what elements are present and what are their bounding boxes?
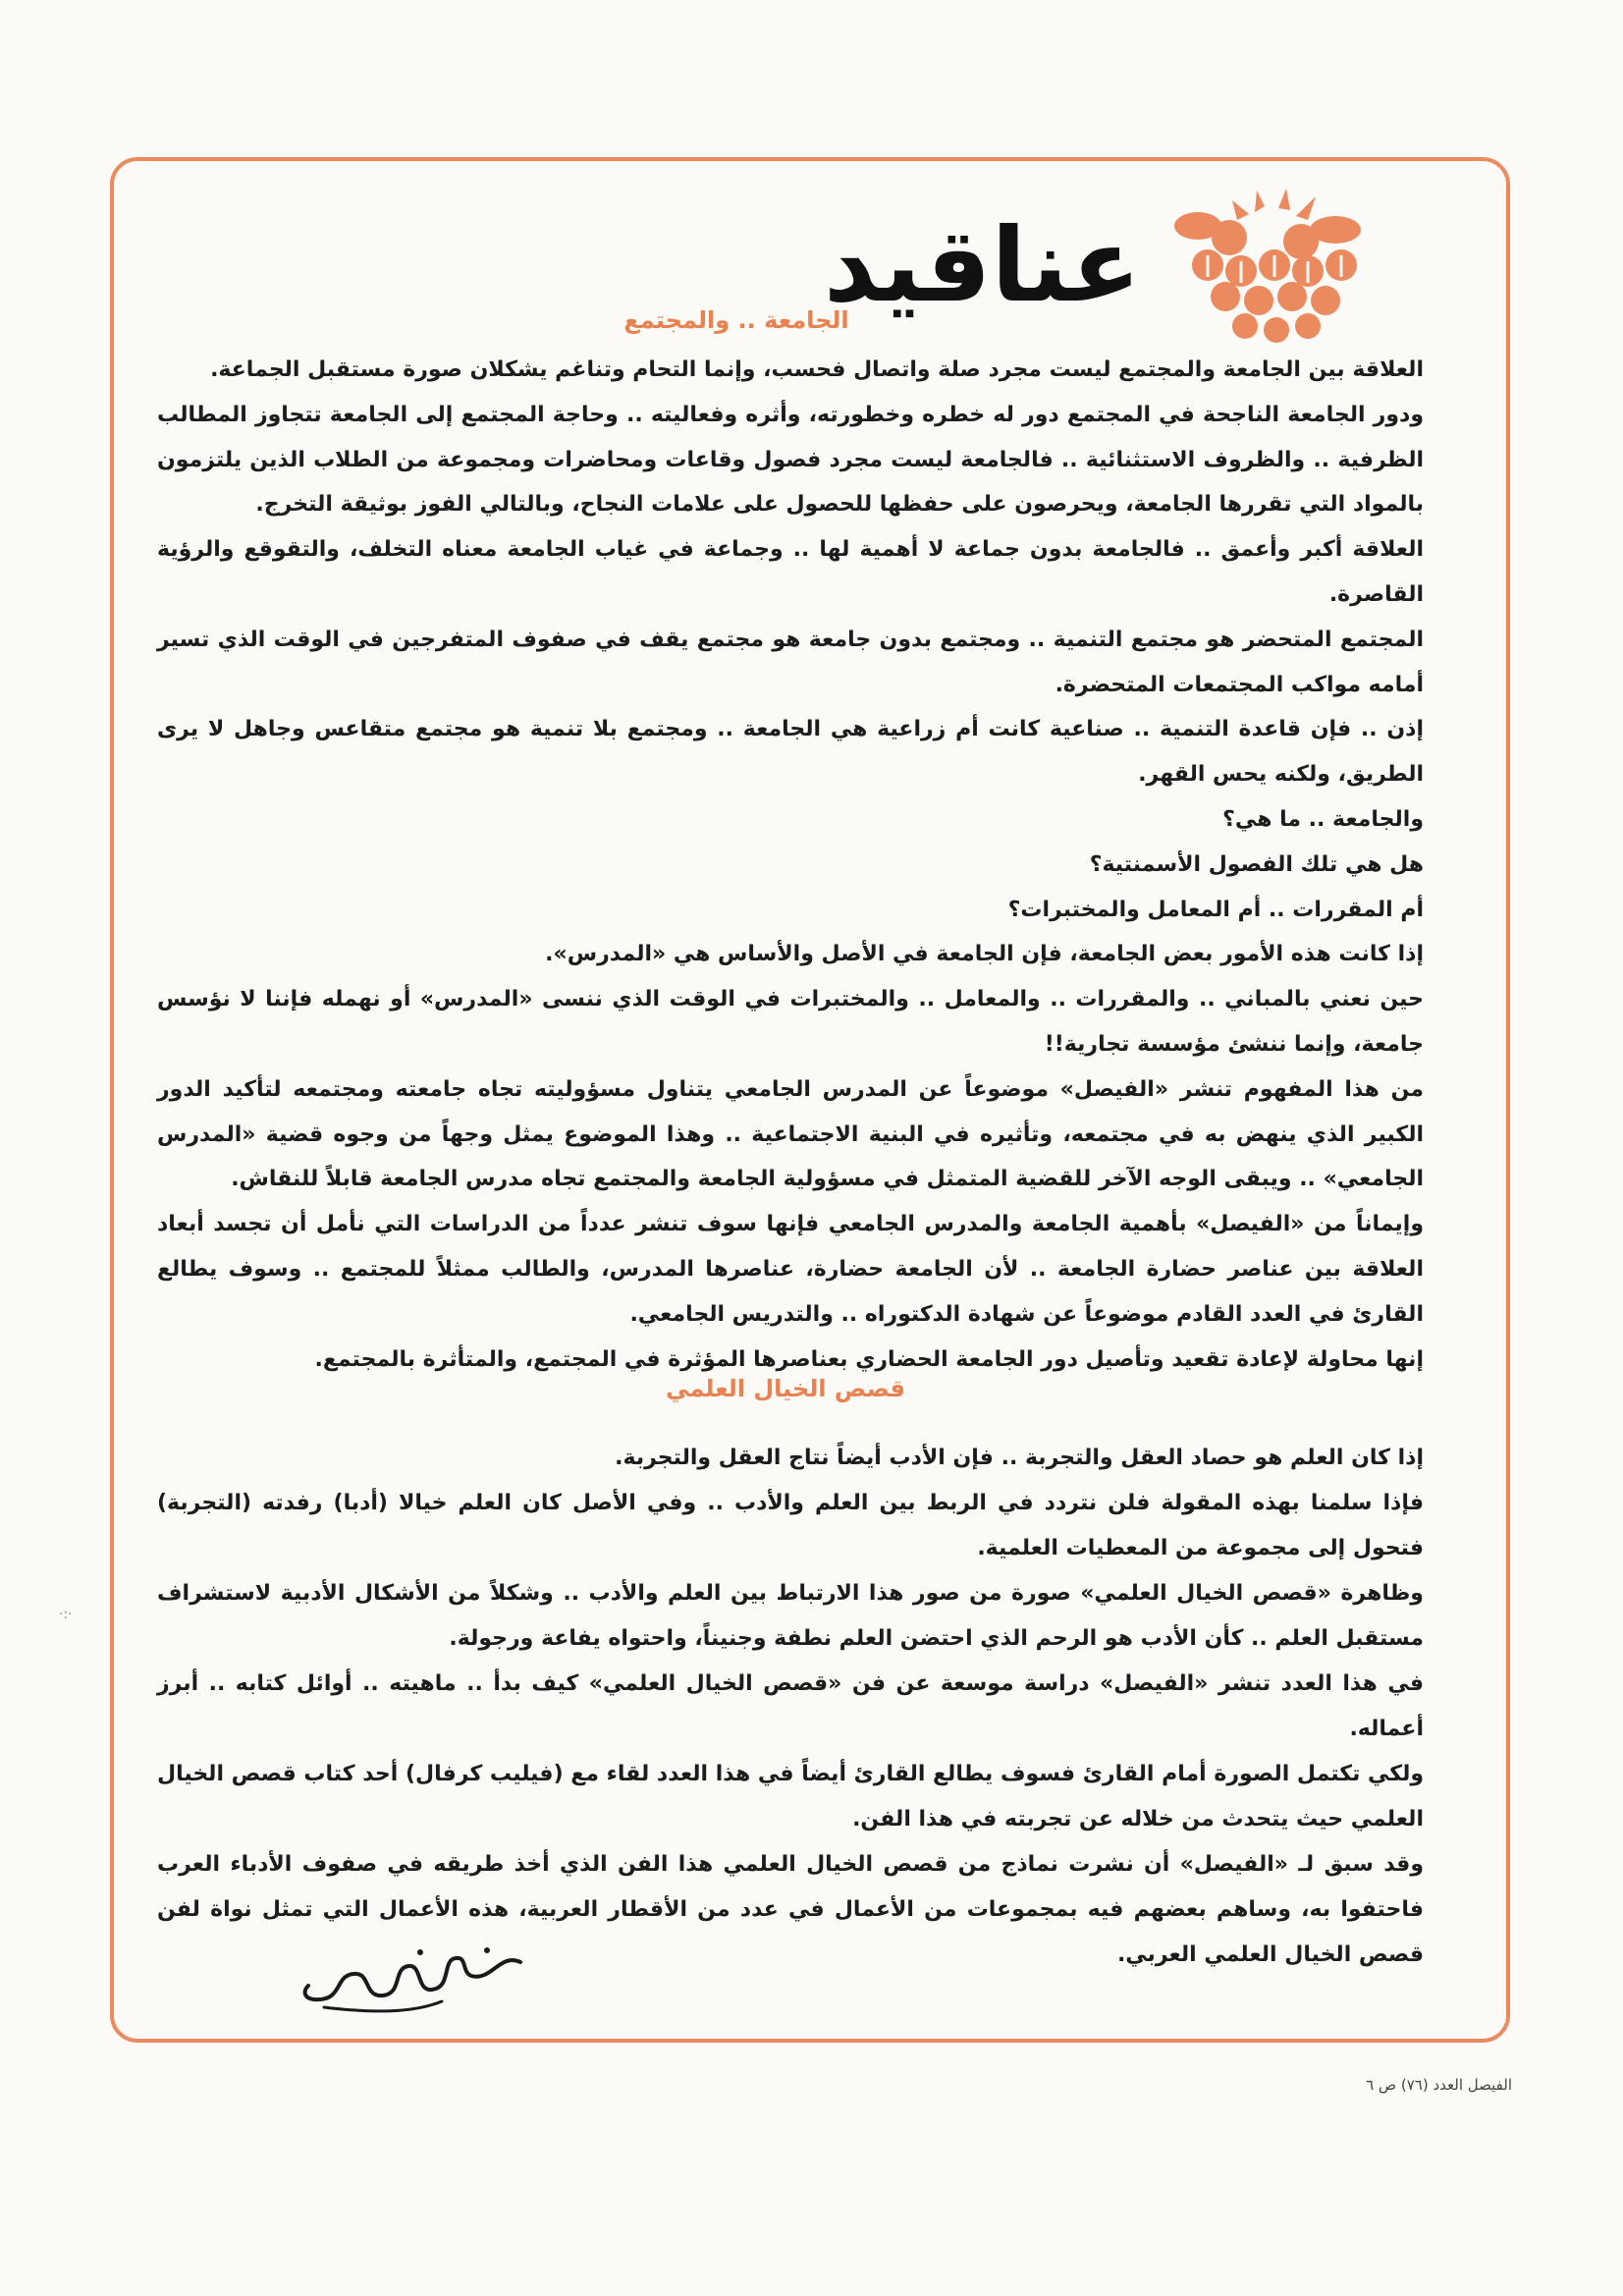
paragraph: من هذا المفهوم تنشر «الفيصل» موضوعاً عن المدرس الجامعي يتناول مسؤوليته تجاه جامعته ومجتمعه لتأكيد الدور الكبير الذي ينهض به في مجتمعه، وتأثيره في البنية الاجتماعية .. وهذا الموضوع يمثل وجهاً من وجوه قضية «المدرس الجامعي» .. ويبقى الوجه الآخر للقضية المتمثل في مسؤولية الجامعة والمجتمع تجاه مدرس الجامعة قابلاً للنقاش. (157, 1076, 1424, 1192)
editor-signature (295, 1942, 530, 2021)
paragraph: وظاهرة «قصص الخيال العلمي» صورة من صور هذا الارتباط بين العلم والأدب .. وشكلاً من الأشكال الأدبية لاستشراف مستقبل العلم .. كأن الأدب هو الرحم الذي احتضن العلم نطفة وجنيناً، واحتواه يفاعة ورجولة. (157, 1581, 1424, 1651)
grape-cluster-icon (1139, 187, 1384, 344)
masthead (823, 187, 1384, 344)
paragraph: في هذا العدد تنشر «الفيصل» دراسة موسعة عن فن «قصص الخيال العلمي» كيف بدأ .. ماهيته .. أوائل كتابه .. أبرز أعماله. (157, 1671, 1424, 1741)
paragraph: العلاقة أكبر وأعمق .. فالجامعة بدون جماعة لا أهمية لها .. وجماعة في غياب الجامعة معناه التخلف، والتقوقع والرؤية القاصرة. (157, 537, 1424, 607)
section-body-university (157, 348, 1424, 1382)
paragraph: إنها محاولة لإعادة تقعيد وتأصيل دور الجامعة الحضاري بعناصرها المؤثرة في المجتمع، والمتأثرة بالمجتمع. (314, 1346, 1424, 1372)
paragraph: المجتمع المتحضر هو مجتمع التنمية .. ومجتمع بدون جامعة هو مجتمع يقف في صفوف المتفرجين في الوقت الذي تسير أمامه مواكب المجتمعات المتحضرة. (157, 627, 1424, 697)
paragraph: وإيماناً من «الفيصل» بأهمية الجامعة والمدرس الجامعي فإنها سوف تنشر عدداً من الدراسات التي نأمل أن تجسد أبعاد العلاقة بين عناصر حضارة الجامعة .. لأن الجامعة حضارة، عناصرها المدرس، والطالب ممثلاً للمجتمع .. وسوف يطالع القارئ في العدد القادم موضوعاً عن شهادة الدكتوراه .. والتدريس الجامعي. (157, 1212, 1424, 1327)
margin-mark: ·:· (59, 1607, 73, 1622)
paragraph: هل هي تلك الفصول الأسمنتية؟ (1089, 851, 1424, 877)
page-footer: الفيصل العدد (٧٦) ص ٦ (1366, 2076, 1512, 2094)
masthead-title: عناقيد (823, 205, 1141, 325)
section-body-science-fiction (157, 1436, 1424, 1978)
section-heading-university: الجامعة .. والمجتمع (623, 306, 849, 334)
paragraph: وقد سبق لـ «الفيصل» أن نشرت نماذج من قصص الخيال العلمي هذا الفن الذي أخذ طريقه في صفوف الأدباء العرب فاحتفوا به، وساهم بعضهم فيه بمجموعات من الأعمال في عدد من الأقطار العربية، هذه الأعمال التي تمثل نواة لفن قصص الخيال العلمي العربي. (157, 1852, 1424, 1967)
paragraph: إذا كانت هذه الأمور بعض الجامعة، فإن الجامعة في الأصل والأساس هي «المدرس». (545, 942, 1424, 967)
section-heading-science-fiction: قصص الخيال العلمي (666, 1375, 905, 1402)
paragraph: حين نعني بالمباني .. والمقررات .. والمعامل .. والمختبرات في الوقت الذي ننسى «المدرس» أو نهمله فإننا لا نؤسس جامعة، وإنما ننشئ مؤسسة تجارية!! (157, 987, 1424, 1057)
paragraph: ولكي تكتمل الصورة أمام القارئ فسوف يطالع القارئ أيضاً في هذا العدد لقاء مع (فيليب كرفال) أحد كتاب قصص الخيال العلمي حيث يتحدث من خلاله عن تجربته في هذا الفن. (157, 1762, 1424, 1831)
paragraph: العلاقة بين الجامعة والمجتمع ليست مجرد صلة واتصال فحسب، وإنما التحام وتناغم يشكلان صورة مستقبل الجماعة. (210, 357, 1424, 382)
paragraph: أم المقررات .. أم المعامل والمختبرات؟ (1007, 897, 1424, 922)
paragraph: والجامعة .. ما هي؟ (1222, 806, 1424, 832)
paragraph: فإذا سلمنا بهذه المقولة فلن نتردد في الربط بين العلم والأدب .. وفي الأصل كان العلم خيالا (أدبا) رفدته (التجربة) فتحول إلى مجموعة من المعطيات العلمية. (157, 1491, 1424, 1560)
paragraph: إذا كان العلم هو حصاد العقل والتجربة .. فإن الأدب أيضاً نتاج العقل والتجربة. (615, 1446, 1424, 1470)
paragraph: إذن .. فإن قاعدة التنمية .. صناعية كانت أم زراعية هي الجامعة .. ومجتمع بلا تنمية هو مجتمع متقاعس وجاهل لا يرى الطريق، ولكنه يحس القهر. (157, 717, 1424, 788)
paragraph: ودور الجامعة الناجحة في المجتمع دور له خطره وخطورته، وأثره وفعاليته .. وحاجة المجتمع إلى الجامعة تتجاوز المطالب الظرفية .. والظروف الاستثنائية .. فالجامعة ليست مجرد فصول وقاعات ومحاضرات ومجموعة من الطلاب الذين يلتزمون بالمواد التي تقررها الجامعة، ويحرصون على حفظها للحصول على علامات النجاح، وبالتالي الفوز بوثيقة التخرج. (157, 402, 1424, 518)
